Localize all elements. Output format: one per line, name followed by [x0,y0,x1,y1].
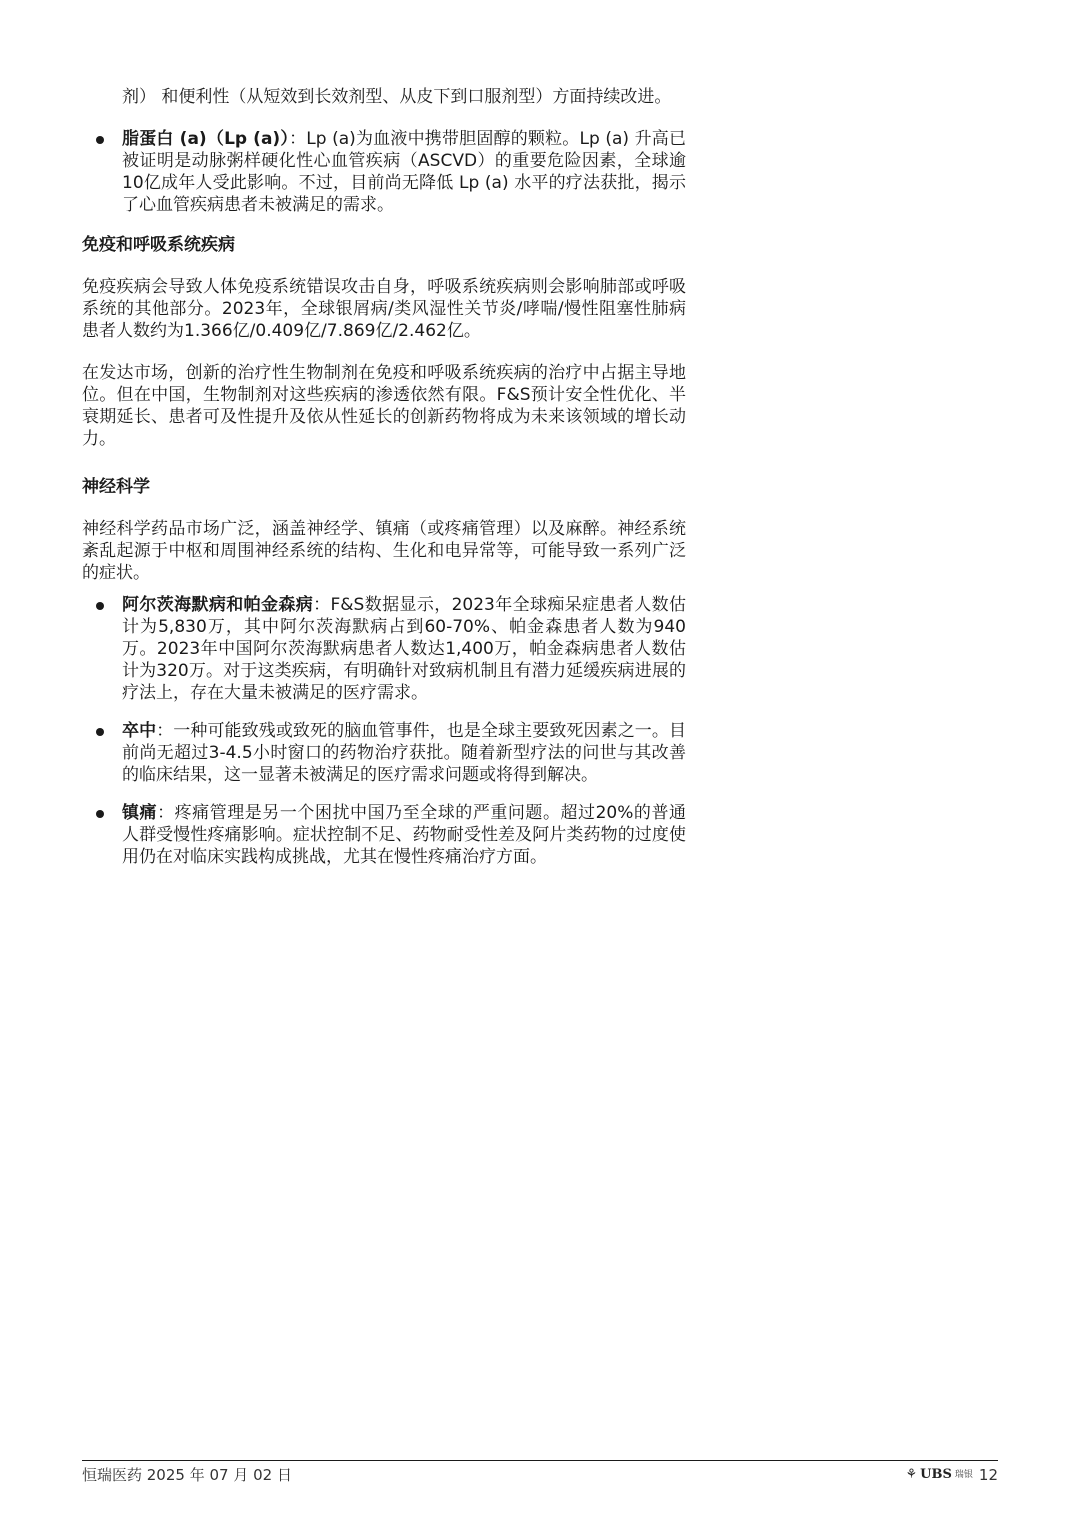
bullet-dot-icon [96,728,104,736]
neuro-paragraph-1: 神经科学药品市场广泛，涵盖神经学、镇痛（或疼痛管理）以及麻醉。神经系统紊乱起源于中枢和周围神经系统的结构、生化和电异常等，可能导致一系列广泛的症状。 [82,519,686,583]
bullet-text: ：F&S数据显示，2023年全球痴呆症患者人数估计为5,830万，其中阿尔茨海默病占到60-70%、帕金森患者人数为940万。2023年中国阿尔茨海默病患者人数达1,400万，帕金森病患者人数估计为320万。对于这类疾病，有明确针对致病机制且有潜力延缓疾病进展的疗法上，存在大量未被满足的医疗需求。 [122,595,686,703]
ubs-keys-icon: ⚘ [905,1467,918,1482]
ubs-logo-text: UBS [920,1467,952,1482]
bullet-analgesia [82,802,686,868]
bullet-dot-icon [96,602,104,610]
immune-paragraph-2: 在发达市场，创新的治疗性生物制剂在免疫和呼吸系统疾病的治疗中占据主导地位。但在中国，生物制剂对这些疾病的渗透依然有限。F&S预计安全性优化、半衰期延长、患者可及性提升及依从性延长的创新药物将成为未来该领域的增长动力。 [82,363,686,449]
immune-paragraph-1: 免疫疾病会导致人体免疫系统错误攻击自身，呼吸系统疾病则会影响肺部或呼吸系统的其他部分。2023年，全球银屑病/类风湿性关节炎/哮喘/慢性阻塞性肺病患者人数约为1.366亿/0.409亿/7.869亿/2.462亿。 [82,277,686,341]
bullet-term: 阿尔茨海默病和帕金森病 [122,595,314,615]
bullet-lpa [82,128,686,216]
bullet-dot-icon [96,810,104,818]
bullet-term: 脂蛋白 (a)（Lp (a)） [122,129,290,149]
ubs-logo-subtext: 瑞银 [954,1470,973,1480]
section-heading-immune: 免疫和呼吸系统疾病 [82,235,235,255]
section-heading-neuro: 神经科学 [82,477,150,497]
ubs-logo [906,1465,973,1485]
page-footer [82,1460,998,1491]
bullet-dot-icon [96,136,104,144]
bullet-term: 卒中 [122,721,157,741]
bullet-text: ：Lp (a)为血液中携带胆固醇的颗粒。Lp (a) 升高已被证明是动脉粥样硬化性心血管疾病（ASCVD）的重要危险因素，全球逾10亿成年人受此影响。不过，目前尚无降低 Lp (a) 水平的疗法获批，揭示了心血管疾病患者未被满足的需求。 [122,129,686,215]
footer-company-date: 恒瑞医药 2025 年 07 月 02 日 [82,1466,292,1484]
page-number: 12 [978,1466,998,1484]
bullet-alzheimers [82,594,686,704]
bullet-stroke [82,720,686,786]
continued-paragraph: 剂） 和便利性（从短效到长效剂型、从皮下到口服剂型）方面持续改进。 [122,87,672,107]
main-content [82,86,686,868]
footer-right [906,1465,998,1485]
bullet-text: ：一种可能致残或致死的脑血管事件，也是全球主要致死因素之一。目前尚无超过3-4.5小时窗口的药物治疗获批。随着新型疗法的问世与其改善的临床结果，这一显著未被满足的医疗需求问题或将得到解决。 [122,721,686,785]
bullet-text: ：疼痛管理是另一个困扰中国乃至全球的严重问题。超过20%的普通人群受慢性疼痛影响。症状控制不足、药物耐受性差及阿片类药物的过度使用仍在对临床实践构成挑战，尤其在慢性疼痛治疗方面。 [122,803,687,867]
bullet-term: 镇痛 [122,803,158,823]
